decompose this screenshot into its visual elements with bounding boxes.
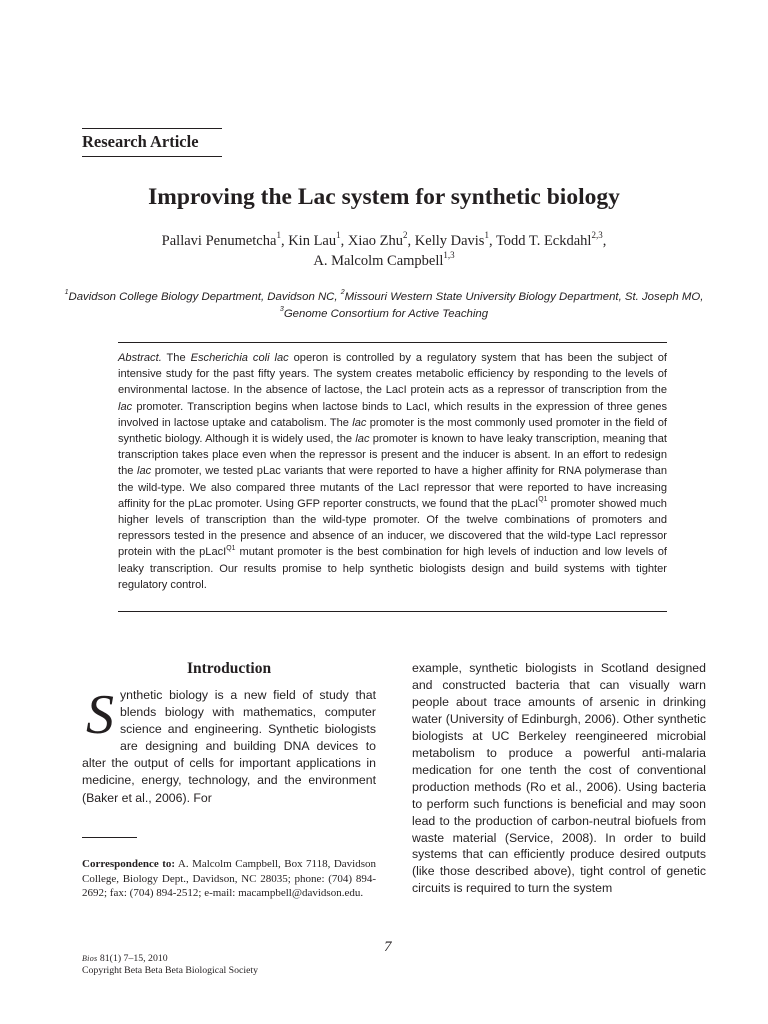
left-column: [82, 658, 376, 807]
page-number: 7: [384, 939, 392, 955]
author-name: Kin Lau: [288, 233, 337, 249]
author-name: Kelly Davis: [414, 233, 485, 249]
author-name: Xiao Zhu: [347, 233, 404, 249]
affiliation-marker: 3: [279, 306, 284, 314]
article-type-label: Research Article: [82, 128, 222, 157]
journal-citation: 81(1) 7–15, 2010: [97, 953, 168, 964]
author-affiliation-marker: 2: [403, 229, 408, 240]
correspondence-text: A. Malcolm Campbell, Box 7118, Davidson College, Biology Dept., Davidson, NC 28035; phone: (704) 894-2692; fax: (704) 894-2512; e-mail: macampbell@davidson.edu.: [82, 858, 376, 900]
citation-line: [82, 953, 382, 965]
author-affiliation-marker: 1,3: [443, 249, 455, 260]
abstract: Abstract. The Escherichia coli lac operon is controlled by a regulatory system that has been the subject of intensive study for the past fifty years. The system creates metabolic efficiency by responding to the levels of environmental lactose. In the absence of lactose, the LacI protein acts as a repressor of transcription from the lac promoter. Transcription begins when lactose binds to LacI, which results in the expression of three genes involved in lactose uptake and catabolism. The lac promoter is the most commonly used promoter in the field of synthetic biology. Although it is widely used, the lac promoter is known to have leaky transcription, meaning that transcription takes place even when the repressor is present and the inducer is absent. In an effort to redesign the lac promoter, we tested pLac variants that were reported to have a higher affinity for RNA polymerase than the wild-type. We also compared three mutants of the LacI repressor that were reported to have increasing affinity for the pLac promoter. Using GFP reporter constructs, we found that the pLacI$^{Q1}$ promoter showed much higher levels of transcription than the wild-type promoter. Of the twelve combinations of promoters and repressors tested in the presence and absence of an inducer, we discovered that the wild-type LacI repressor protein with the pLacI$^{Q1}$ mutant promoter is the best combination for high levels of induction and low levels of leaky transcription. Our results promise to help synthetic biologists design and build systems with tighter regulatory control.: [118, 352, 668, 591]
correspondence-label: Correspondence to:: [82, 858, 176, 870]
author-name: A. Malcolm Campbell: [313, 253, 444, 269]
introduction-paragraph: [82, 684, 376, 807]
affiliation-text: Genome Consortium for Active Teaching: [283, 308, 489, 320]
affiliation-text: Missouri Western State University Biology Department, St. Joseph MO,: [344, 291, 704, 303]
author-affiliation-marker: 1: [276, 229, 281, 240]
article-title: Improving the Lac system for synthetic biology: [148, 184, 620, 210]
abstract-label: Abstract.: [118, 352, 162, 364]
introduction-heading: Introduction: [186, 660, 272, 677]
abstract-top-rule: [118, 342, 667, 343]
affiliations: [60, 289, 708, 323]
right-column-text: example, synthetic biologists in Scotland designed and constructed bacteria that can visually warn people about trace amounts of arsenic in drinking water (University of Edinburgh, 2006). Other synthetic biologists at UC Berkeley reengineered microbial metabolism to produce a powerful anti-malaria medication for one tenth the cost of conventional production methods (Ro et al., 2006). Using bacteria to perform such functions is beneficial and may soon lead to the production of carbon-neutral biofuels from waste material (Service, 2008). In order to build systems that can efficiently produce desired outputs (like those described above), tight control of genetic circuits is required to turn the system: [412, 661, 706, 896]
author-affiliation-marker: 2,3: [591, 229, 603, 240]
abstract-bottom-rule: [118, 611, 667, 612]
author-name: Pallavi Penumetcha: [161, 233, 277, 249]
author-affiliation-marker: 1: [484, 229, 489, 240]
journal-footer: [82, 953, 382, 977]
author-list: [60, 231, 708, 271]
introduction-text: ynthetic biology is a new field of study that blends biology with mathematics, computer science and engineering. Synthetic biologists are designing and building DNA devices to alter the output of cells for important applications in medicine, energy, technology, and the environment (Baker et al., 2006). For: [82, 688, 376, 805]
author-line-1: Pallavi Penumetcha$^1$, Kin Lau$^1$, Xiao Zhu$^2$, Kelly Davis$^1$, Todd T. Eckdahl$^{2,3}$,: [161, 229, 607, 249]
journal-name: Bios: [82, 954, 98, 963]
author-name: Todd T. Eckdahl: [495, 233, 592, 249]
affiliation-text: Davidson College Biology Department, Davidson NC,: [68, 291, 341, 303]
author-affiliation-marker: 1: [336, 229, 341, 240]
footnote-rule: [82, 837, 137, 838]
drop-cap: S: [86, 684, 114, 746]
copyright-line: Copyright Beta Beta Beta Biological Society: [82, 965, 259, 976]
author-line-2: [60, 251, 708, 271]
affiliation-marker: 1: [64, 289, 69, 297]
correspondence-note: [82, 857, 376, 901]
affiliation-marker: 2: [340, 289, 345, 297]
